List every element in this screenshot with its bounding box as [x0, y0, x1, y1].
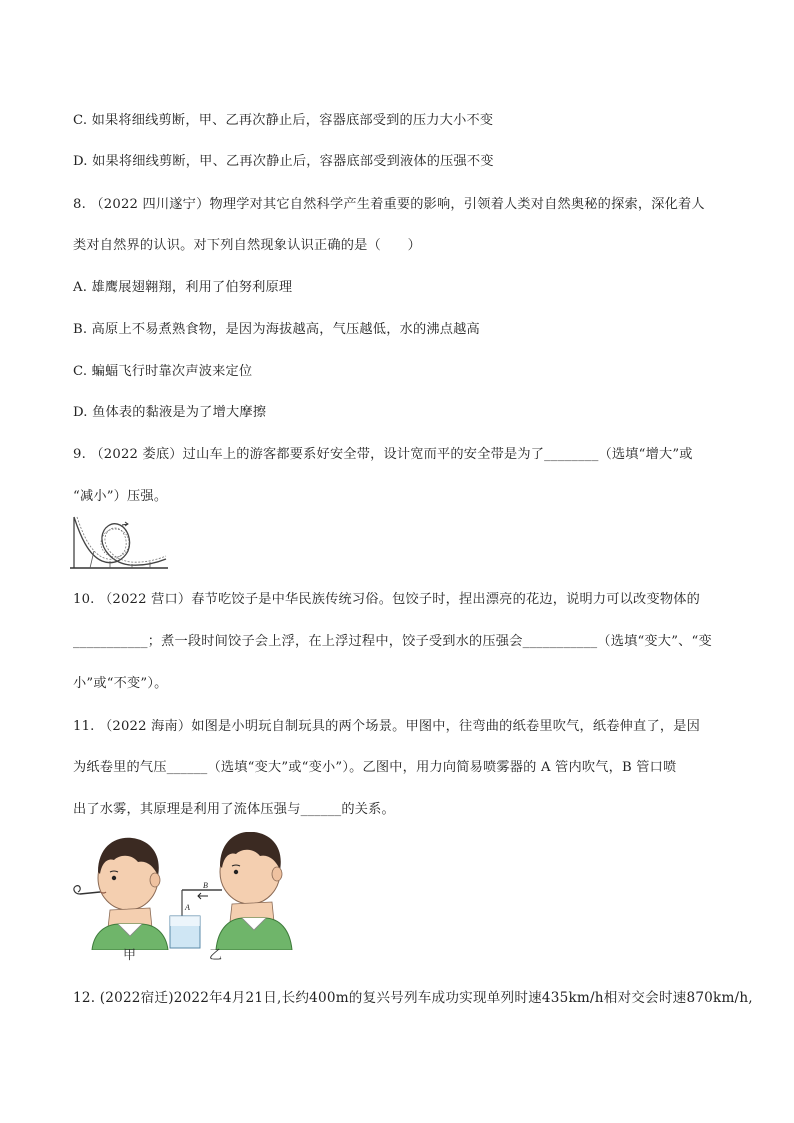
track-outer — [74, 517, 166, 565]
question-10-text-end: 小”或“不变”）。 — [73, 676, 168, 691]
boy-right — [170, 832, 292, 950]
question-11-text: 11. （2022 海南）如图是小明玩自制玩具的两个场景。甲图中，往弯曲的纸卷里吹气，纸卷伸直了，是因 — [73, 719, 700, 734]
caption-left: 甲 — [123, 948, 137, 963]
question-8-text: 8. （2022 四川遂宁）物理学对其它自然科学产生着重要的影响，引领着人类对自然奥秘的探索，深化着人 — [73, 197, 705, 212]
question-11-text-cont: 为纸卷里的气压______（选填“变大”或“变小”）。乙图中，用力向简易喷雾器的 A 管内吹气，B 管口喷 — [73, 760, 677, 775]
question-8-text-cont: 类对自然界的认识。对下列自然现象认识正确的是（ ） — [73, 238, 422, 253]
option-c-q8: C. 蝙蝠飞行时靠次声波来定位 — [73, 364, 253, 379]
option-d-q7: D. 如果将细线剪断，甲、乙再次静止后，容器底部受到液体的压强不变 — [73, 154, 494, 169]
option-b-q8: B. 高原上不易煮熟食物，是因为海拔越高，气压越低，水的沸点越高 — [73, 322, 480, 337]
question-9-text-cont: “减小”）压强。 — [73, 489, 168, 504]
question-11-text-end: 出了水雾，其原理是利用了流体压强与______的关系。 — [73, 802, 395, 817]
option-c-q7: C. 如果将细线剪断，甲、乙再次静止后，容器底部受到的压力大小不变 — [73, 113, 494, 128]
roller-coaster-figure — [70, 515, 170, 571]
label-a: A — [185, 903, 190, 912]
question-10-text: 10. （2022 营口）春节吃饺子是中华民族传统习俗。包饺子时，捏出漂亮的花边，说明力可以改变物体的 — [73, 592, 700, 607]
boys-figure — [70, 832, 300, 950]
boy-left — [74, 838, 168, 950]
blow-arrow — [198, 893, 208, 899]
question-12-text: 12. (2022宿迁)2022年4月21日,长约400m的复兴号列车成功实现单列时速435km/h相对交会时速870km/h, — [73, 990, 753, 1006]
caption-right: 乙 — [209, 948, 223, 963]
question-9-text: 9. （2022 娄底）过山车上的游客都要系好安全带，设计宽而平的安全带是为了________（选填“增大”或 — [73, 447, 693, 462]
option-d-q8: D. 鱼体表的黏液是为了增大摩擦 — [73, 405, 267, 420]
option-a-q8: A. 雄鹰展翅翱翔，利用了伯努利原理 — [73, 280, 293, 295]
label-b: B — [203, 881, 208, 890]
direction-arrow — [122, 522, 128, 526]
question-10-text-cont: ___________；煮一段时间饺子会上浮，在上浮过程中，饺子受到水的压强会___________（选填“变大”、“变 — [73, 634, 712, 649]
